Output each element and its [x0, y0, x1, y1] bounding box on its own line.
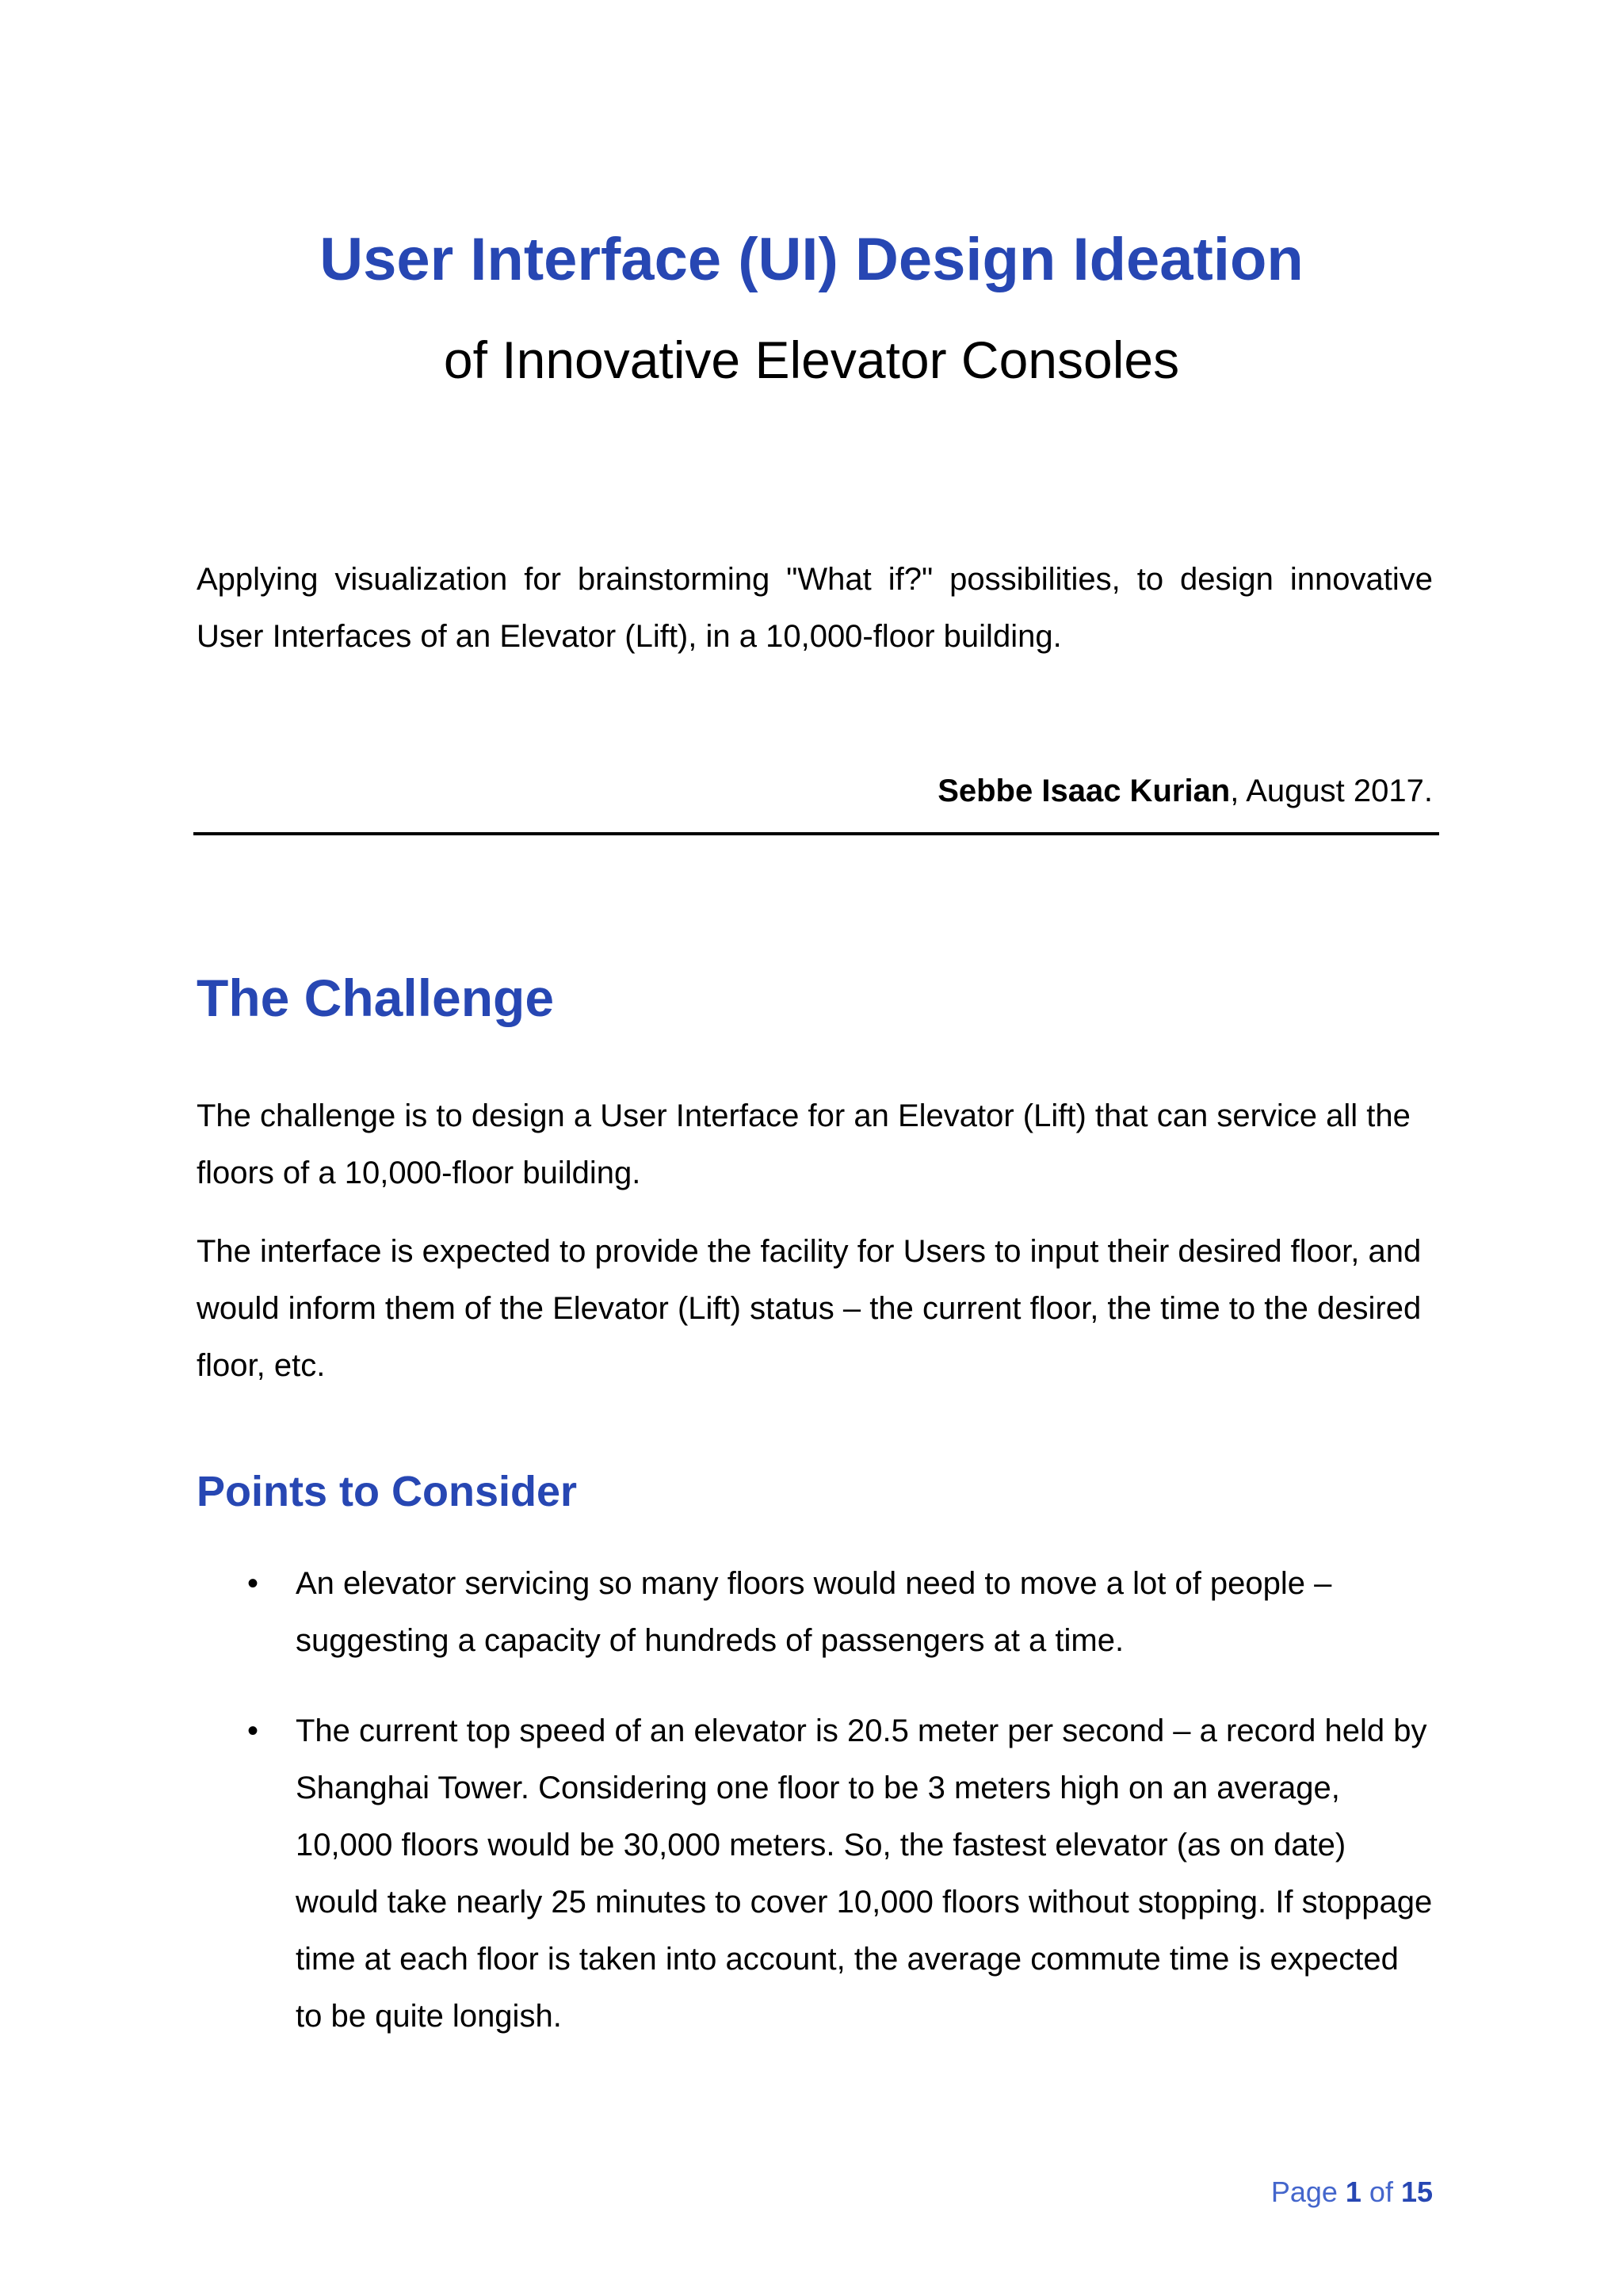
page-label: Page	[1270, 2176, 1346, 2208]
byline	[938, 767, 1433, 815]
current-page: 1	[1345, 2176, 1361, 2208]
bullet-list	[197, 1555, 1433, 1669]
page-number	[1271, 2176, 1433, 2209]
list-item	[197, 1555, 1433, 1669]
document-subtitle: of Innovative Elevator Consoles	[443, 330, 1180, 389]
of-label: of	[1361, 2176, 1401, 2208]
bullet-text: An elevator servicing so many floors would need to move a lot of people – suggesting a capacity of hundreds of passengers at a time.	[296, 1566, 1332, 1658]
challenge-paragraph-1: The challenge is to design a User Interface for an Elevator (Lift) that can service all the floors of a 10,000-floor building.	[197, 1098, 1411, 1190]
bullet-text: The current top speed of an elevator is 20.5 meter per second – a record held by Shanghai Tower. Considering one floor to be 3 meters high on an average, 10,000 floors would be 30,000 meters. So, the fastest elevator (as on date) would take nearly 25 minutes to cover 10,000 floors without stopping. If stoppage time at each floor is taken into account, the average commute time is expected to be quite longish.	[296, 1713, 1433, 2034]
author-name: Sebbe Isaac Kurian	[938, 774, 1231, 808]
subsection-heading-points: Points to Consider	[197, 1468, 578, 1515]
total-pages: 15	[1400, 2176, 1433, 2208]
horizontal-rule	[193, 832, 1439, 835]
bullet-list	[197, 1702, 1433, 2045]
document-title: User Interface (UI) Design Ideation	[319, 226, 1304, 293]
list-item	[197, 1702, 1433, 2045]
section-heading-challenge: The Challenge	[197, 968, 555, 1027]
byline-date: , August 2017.	[1230, 774, 1433, 808]
bullet-icon: •	[247, 1713, 259, 1748]
challenge-paragraph-2: The interface is expected to provide the facility for Users to input their desired floor, and would inform them of the Elevator (Lift) status – the current floor, the time to the desired floor, etc.	[197, 1234, 1422, 1383]
intro-paragraph: Applying visualization for brainstorming "What if?" possibilities, to design innovative User Interfaces of an Elevator (Lift), in a 10,000-floor building.	[197, 562, 1433, 654]
bullet-icon: •	[247, 1566, 259, 1601]
